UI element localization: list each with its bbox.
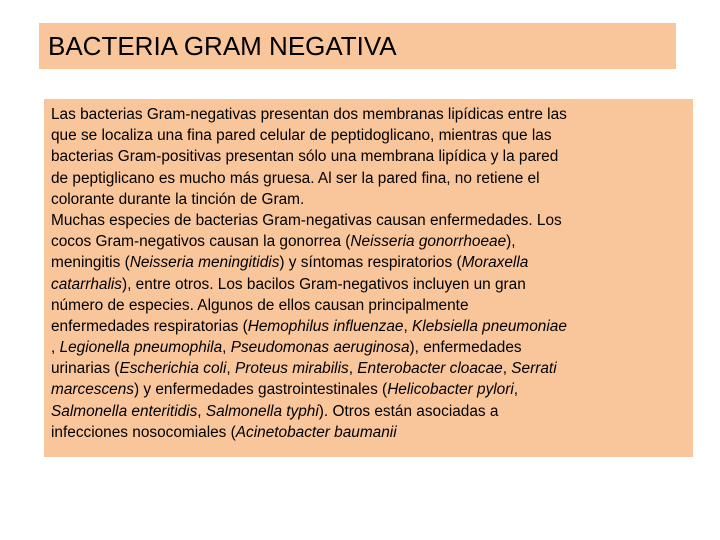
species-name: Acinetobacter baumanii [235,423,397,441]
body-line [51,146,693,167]
body-segment: Muchas especies de bacterias Gram-negativas causan enfermedades. Los [51,211,562,229]
body-segment: número de especies. Algunos de ellos causan principalmente [51,296,469,314]
body-segment: ) y síntomas respiratorios ( [279,254,462,272]
body-segment: colorante durante la tinción de Gram. [51,190,305,208]
body-line [51,168,693,189]
body-segment: infecciones nosocomiales ( [51,423,236,441]
body-segment: urinarias ( [51,360,120,378]
body-line [51,231,693,252]
species-name: Moraxella [461,254,529,272]
body-line [51,189,693,210]
body-segment: enfermedades respiratorias ( [51,317,248,335]
title-box [39,23,676,69]
body-line [51,274,693,295]
species-name: Helicobacter pylori [387,381,514,399]
body-line [51,210,693,231]
body-segment: ), [506,233,516,251]
species-name: Pseudomonas aeruginosa [230,339,410,357]
body-segment: , [513,381,519,399]
body-segment: ), enfermedades [409,339,522,357]
species-name: Neisseria meningitidis [129,254,280,272]
species-name: Hemophilus influenzae [247,317,404,335]
body-line [51,358,693,379]
species-name: catarrhalis [51,275,122,293]
body-segment: , [222,339,231,357]
body-line [51,379,693,400]
species-name: Enterobacter cloacae [357,360,503,378]
species-name: Salmonella enteritidis [51,402,198,420]
body-segment: Las bacterias Gram-negativas presentan dos membranas lipídicas entre las [51,106,567,123]
body-segment: bacterias Gram-positivas presentan sólo una membrana lipídica y la pared [51,148,559,166]
body-line [51,104,693,125]
body-line [51,422,693,443]
body-segment: , [51,339,60,357]
body-line [51,295,693,316]
body-segment: que se localiza una fina pared celular de peptidoglicano, mientras que las [51,127,552,145]
species-name: Serrati [511,360,557,378]
body-segment: ). Otros están asociadas a [318,402,499,420]
body-segment: ), entre otros. Los bacilos Gram-negativos incluyen un gran [122,275,526,293]
body-text [51,104,693,443]
species-name: Legionella pneumophila [59,339,223,357]
body-segment: , [403,317,413,335]
body-line [51,316,693,337]
species-name: Neisseria gonorrhoeae [350,233,507,251]
body-line [51,125,693,146]
species-name: Salmonella typhi [205,402,319,420]
body-line [51,337,693,358]
species-name: marcescens [51,381,134,399]
body-segment: , [226,360,235,378]
body-segment: de peptiglicano es mucho más gruesa. Al ser la pared fina, no retiene el [51,169,540,187]
species-name: Escherichia coli [119,360,227,378]
body-segment: , [502,360,512,378]
body-box [44,99,693,457]
species-name: Proteus mirabilis [234,360,349,378]
body-line [51,252,693,273]
slide-title: BACTERIA GRAM NEGATIVA [48,31,397,61]
species-name: Klebsiella pneumoniae [412,317,567,335]
body-segment: , [197,402,206,420]
body-segment: cocos Gram-negativos causan la gonorrea ( [51,233,351,251]
body-segment: meningitis ( [51,254,130,272]
body-segment: , [348,360,358,378]
body-segment: ) y enfermedades gastrointestinales ( [133,381,388,399]
body-line [51,401,693,422]
